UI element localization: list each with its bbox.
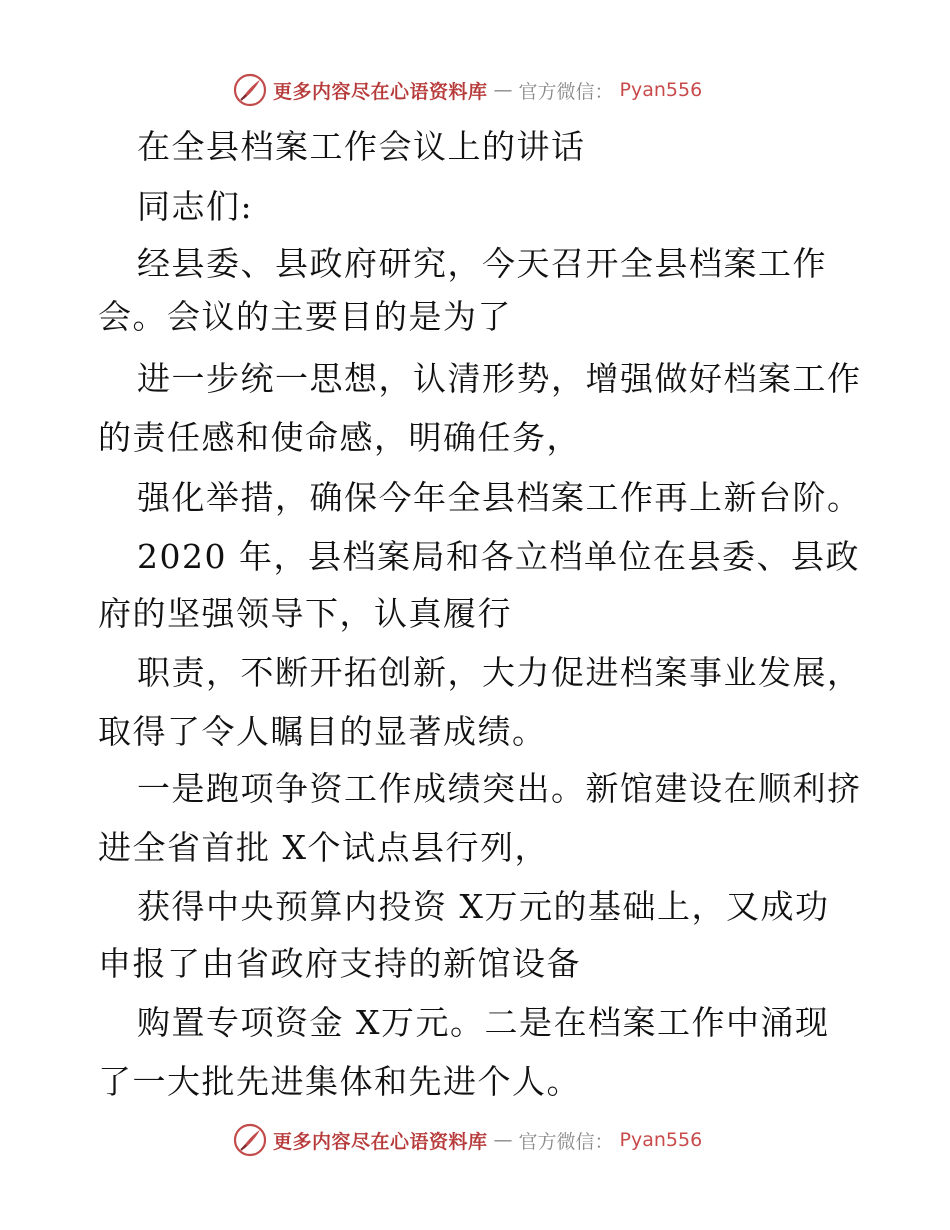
- paragraph-line: 职责，不断开拓创新，大力促进档案事业发展，: [137, 653, 862, 692]
- paragraph-line: 申报了由省政府支持的新馆设备: [98, 944, 581, 983]
- paragraph-line: 进一步统一思想，认清形势，增强做好档案工作: [137, 359, 862, 398]
- paragraph-line: 府的坚强领导下，认真履行: [98, 594, 512, 633]
- document-title: 在全县档案工作会议上的讲话: [137, 127, 586, 166]
- paragraph-line: 2020 年，县档案局和各立档单位在县委、县政: [137, 537, 860, 576]
- watermark-separator: —: [493, 79, 513, 101]
- watermark-label: 官方微信：: [518, 80, 614, 103]
- watermark-brand: 更多内容尽在心语资料库: [273, 80, 488, 103]
- watermark-wechat-id: Pyan556: [619, 79, 703, 101]
- watermark-brand: 更多内容尽在心语资料库: [273, 1130, 488, 1153]
- paragraph-line: 进全省首批 X个试点县行列，: [98, 828, 549, 867]
- quill-pen-logo-icon: [233, 1123, 267, 1157]
- paragraph-line: 强化举措，确保今年全县档案工作再上新台阶。: [137, 478, 862, 517]
- paragraph-line: 一是跑项争资工作成绩突出。新馆建设在顺利挤: [137, 769, 862, 808]
- paragraph-line: 购置专项资金 X万元。二是在档案工作中涌现: [137, 1003, 830, 1042]
- paragraph-line: 了一大批先进集体和先进个人。: [98, 1062, 581, 1101]
- watermark-footer: [233, 1122, 702, 1158]
- watermark-label: 官方微信：: [518, 1130, 614, 1153]
- watermark-wechat-id: Pyan556: [619, 1129, 703, 1151]
- paragraph-line: 会。会议的主要目的是为了: [98, 297, 512, 336]
- watermark-separator: —: [493, 1129, 513, 1151]
- paragraph-line: 取得了令人瞩目的显著成绩。: [98, 712, 547, 751]
- paragraph-line: 的责任感和使命感，明确任务，: [98, 418, 581, 457]
- paragraph-line: 获得中央预算内投资 X万元的基础上，又成功: [137, 887, 830, 926]
- document-salutation: 同志们:: [137, 187, 254, 226]
- paragraph-line: 经县委、县政府研究，今天召开全县档案工作: [137, 244, 827, 283]
